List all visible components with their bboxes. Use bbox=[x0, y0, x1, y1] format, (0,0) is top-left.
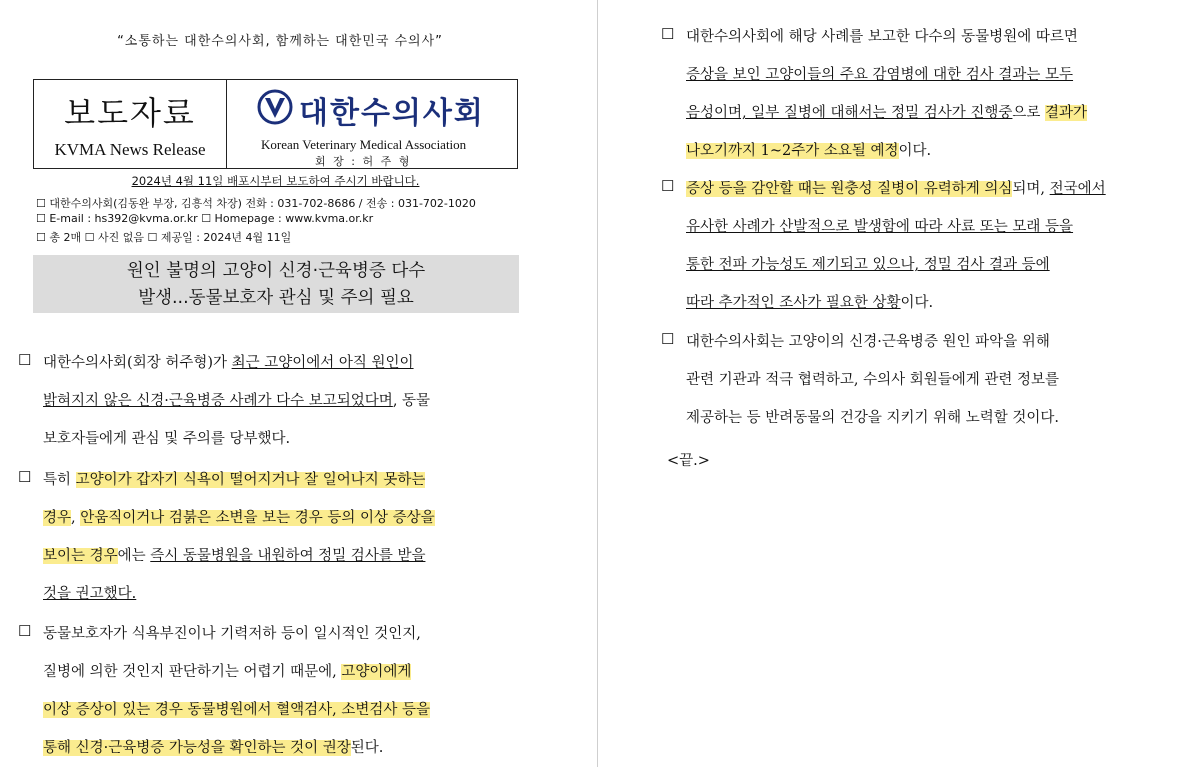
text: 대한수의사회에 해당 사례를 보고한 다수의 동물병원에 따르면 bbox=[686, 29, 1078, 45]
text: 이다. bbox=[898, 143, 932, 159]
text: 관련 기관과 적극 협력하고, 수의사 회원들에게 관련 정보를 bbox=[686, 372, 1060, 388]
text: 에는 bbox=[117, 548, 151, 564]
highlighted-text: 나오기까지 1~2주가 소요될 예정 bbox=[686, 143, 899, 159]
email-homepage: ☐ E-mail : hs392@kvma.or.kr ☐ Homepage : www.kvma.or.kr bbox=[36, 212, 374, 225]
contact-info: ☐ 대한수의사회(김동완 부장, 김흥석 차장) 전화 : 031-702-8686 / 전송 : 031-702-1020 bbox=[36, 197, 476, 210]
checkbox-bullet: ☐ bbox=[18, 622, 32, 640]
org-name-en: Korean Veterinary Medical Association bbox=[261, 137, 467, 152]
headline-box bbox=[33, 255, 519, 313]
underlined-text: 밝혀지지 않은 신경·근육병증 사례가 다수 보고되었다며 bbox=[43, 393, 393, 409]
slogan: “소통하는 대한수의사회, 함께하는 대한민국 수의사” bbox=[117, 34, 443, 49]
text: 으로 bbox=[1012, 105, 1046, 121]
highlighted-text: 보이는 경우 bbox=[43, 548, 118, 564]
release-title-en: KVMA News Release bbox=[54, 140, 206, 159]
distribution-note: 2024년 4월 11일 배포시부터 보도하여 주시기 바랍니다. bbox=[131, 174, 420, 188]
highlighted-text: 고양이에게 bbox=[341, 664, 412, 680]
highlighted-text: 이상 증상이 있는 경우 동물병원에서 혈액검사, 소변검사 등을 bbox=[43, 702, 431, 718]
underlined-text: 즉시 동물병원을 내원하여 정밀 검사를 받을 bbox=[150, 548, 426, 564]
underlined-text: 전국에서 bbox=[1049, 181, 1106, 197]
underlined-text: 음성이며, 일부 질병에 대해서는 정밀 검사가 진행중 bbox=[686, 105, 1013, 121]
end-mark: <끝.> bbox=[667, 453, 710, 469]
underlined-text: 통한 전파 가능성도 제기되고 있으나, 정밀 검사 결과 등에 bbox=[686, 257, 1050, 273]
checkbox-bullet: ☐ bbox=[661, 330, 675, 348]
highlighted-text: 경우 bbox=[43, 510, 72, 526]
checkbox-bullet: ☐ bbox=[661, 25, 675, 43]
kvma-emblem-icon bbox=[257, 89, 293, 125]
checkbox-bullet: ☐ bbox=[661, 177, 675, 195]
highlighted-text: 고양이가 갑자기 식욕이 떨어지거나 잘 일어나지 못하는 bbox=[75, 472, 426, 488]
press-release-header bbox=[33, 79, 518, 169]
underlined-text: 유사한 사례가 산발적으로 발생함에 따라 사료 또는 모래 등을 bbox=[686, 219, 1074, 235]
underlined-text: 것을 권고했다. bbox=[43, 586, 137, 602]
text: 대한수의사회(회장 허주형)가 bbox=[43, 355, 232, 371]
org-name-ko: 대한수의사회 bbox=[299, 96, 485, 131]
text: 제공하는 등 반려동물의 건강을 지키기 위해 노력할 것이다. bbox=[686, 410, 1060, 426]
highlighted-text: 통해 신경·근육병증 가능성을 확인하는 것이 권장 bbox=[43, 740, 351, 756]
org-block bbox=[227, 80, 517, 168]
text: 이다. bbox=[900, 295, 934, 311]
release-label-block bbox=[34, 80, 227, 168]
text: 동물보호자가 식욕부진이나 기력저하 등이 일시적인 것인지, bbox=[43, 626, 421, 642]
checkbox-bullet: ☐ bbox=[18, 351, 32, 369]
release-title-ko: 보도자료 bbox=[64, 94, 196, 132]
text: 대한수의사회는 고양이의 신경·근육병증 원인 파악을 위해 bbox=[686, 334, 1050, 350]
text: 특히 bbox=[43, 472, 76, 488]
text: 되며, bbox=[1012, 181, 1050, 197]
headline-line-2: 발생...동물보호자 관심 및 주의 필요 bbox=[138, 288, 414, 308]
text: , bbox=[71, 510, 81, 526]
underlined-text: 최근 고양이에서 아직 원인이 bbox=[231, 355, 414, 371]
highlighted-text: 증상 등을 감안할 때는 원충성 질병이 유력하게 의심 bbox=[686, 181, 1013, 197]
text: , 동물 bbox=[392, 393, 431, 409]
left-page bbox=[0, 0, 597, 767]
checkbox-bullet: ☐ bbox=[18, 468, 32, 486]
underlined-text: 증상을 보인 고양이들의 주요 감염병에 대한 검사 결과는 모두 bbox=[686, 67, 1074, 83]
highlighted-text: 안움직이거나 검붉은 소변을 보는 경우 등의 이상 증상을 bbox=[80, 510, 435, 526]
right-page bbox=[598, 0, 1195, 767]
text: 보호자들에게 관심 및 주의를 당부했다. bbox=[43, 431, 291, 447]
chairman: 회 장 : 허 주 형 bbox=[315, 155, 412, 168]
document-info: ☐ 총 2매 ☐ 사진 없음 ☐ 제공일 : 2024년 4월 11일 bbox=[36, 231, 292, 244]
headline-line-1: 원인 불명의 고양이 신경·근육병증 다수 bbox=[126, 261, 426, 281]
text: 된다. bbox=[350, 740, 384, 756]
text: 질병에 의한 것인지 판단하기는 어렵기 때문에, bbox=[43, 664, 342, 680]
highlighted-text: 결과가 bbox=[1045, 105, 1088, 121]
underlined-text: 따라 추가적인 조사가 필요한 상황 bbox=[686, 295, 901, 311]
